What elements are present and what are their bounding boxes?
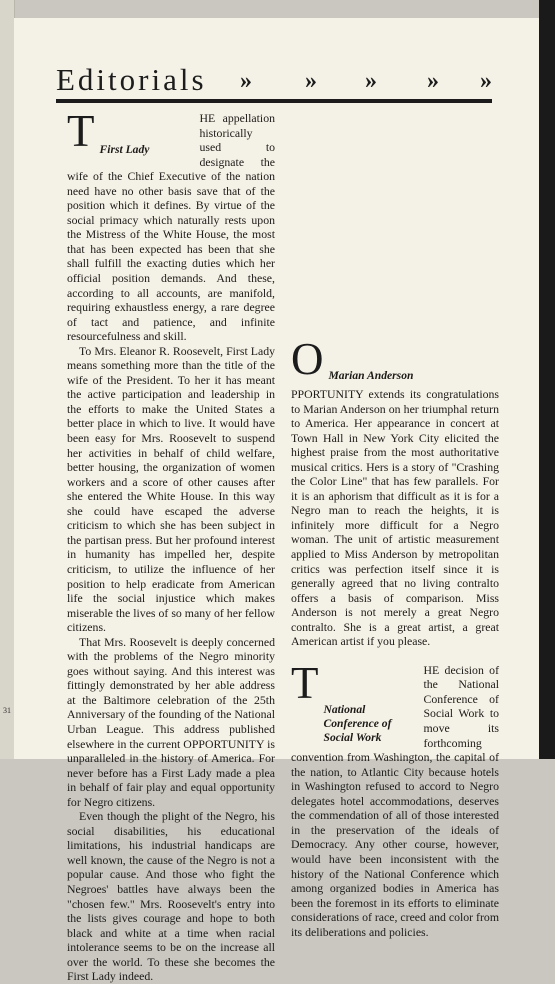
column-continuation-space (291, 111, 499, 339)
paragraph: To Mrs. Eleanor R. Roosevelt, First Lady means something more than the title of the wife of the President. To her it has meant the active participation and leadership in the efforts to make the United States a better place in which to live. It would have been easy for Mrs. Roosevelt to suspend her activities in behalf of child welfare, better housing, the organization of women workers and a score of other causes after she entered the White House. In this way she could have escaped the adverse criticism to which she has been subject in the partisan press. But her profound interest in humanity has impelled her, despite criticism, to utilize the influence of her position to help eradicate from American life the social injustice which makes miserable the lives of so many of her fellow citizens. (67, 343, 275, 635)
drop-cap: T (67, 106, 95, 156)
drop-cap: O (291, 334, 324, 384)
chevron-icon: » (365, 68, 377, 94)
left-column (67, 106, 275, 984)
paragraph: HE appellation historically used to designate the wife of the Chief Executive of the nation need have no other basis save that of the position which it defines. By virtue of the social primacy which naturally rests upon the Mistress of the White House, the most that has been expected has been that she shall fulfill the exacting duties which her official position demands. And these, according to all accounts, are manifold, requiring exhaustless energy, a rare degree of tact and patience, and infinite resourcefulness and skill. (67, 111, 275, 344)
editorial-national-conference (291, 657, 499, 939)
spacer (291, 649, 499, 663)
header-rule (56, 99, 492, 103)
page-number: 31 (3, 706, 11, 715)
chevron-icon: » (240, 68, 252, 94)
paragraph: That Mrs. Roosevelt is deeply concerned with the problems of the Negro minority goes without saying. And this interest was fittingly demonstrated by her able address at the Baltimore celebration of the 25th Anniversary of the founding of the National Urban League. This address published elsewhere in the current OPPORTUNITY is unparalleled in the history of America. For never before has a First Lady made a plea in behalf of fair play and equal opportunity for Negro citizens. (67, 634, 275, 809)
right-column (291, 111, 499, 939)
editorial-heading: First Lady (99, 143, 150, 156)
section-title: Editorials (56, 62, 207, 97)
editorial-heading: National Conference of Social Work (323, 702, 392, 744)
book-spine (0, 0, 15, 759)
section-header (52, 40, 492, 102)
paragraph: PPORTUNITY extends its congratulations to Marian Anderson on her triumphal return to America. Her appearance in concert at Town Hall in New York City elicited the highest praise from the most authoritative musical critics. Hers is a story of "Crashing the Color Line" that has few parallels. For it is an aphorism that difficult as it is for a Negro man to reach the heights, it is infinitely more difficult for a Negro woman. The unit of artistic measurement applied to Miss Anderson by metropolitan critics was perfection itself since it is generally agreed that no living contralto offers a basis of comparison. Miss Anderson is not merely a great Negro contralto. She is a great artist, a great American artist if you please. (291, 387, 499, 649)
editorial-marian-anderson (291, 334, 499, 649)
editorial-first-lady (67, 106, 275, 984)
editorial-heading: Marian Anderson (328, 369, 414, 382)
scan-edge (539, 0, 555, 759)
paragraph: Even though the plight of the Negro, his social disabilities, his educational limitations, his industrial handicaps are well known, the cause of the Negro is not a popular cause. And those who fight the Negroes' battles have always been the "chosen few." Mrs. Roosevelt's entry into the lists gives courage and hope to both black and white at a time when racial intolerance seems to be on the increase all over the world. To these she becomes the First Lady indeed. (67, 809, 275, 984)
chevron-icon: » (480, 68, 492, 94)
drop-cap: T (291, 657, 319, 708)
chevron-icon: » (427, 68, 439, 94)
paragraph: HE decision of the National Conference of Social Work to move its forthcoming convention from Washington, the capital of the nation, to Atlantic City because hotels in Washington refused to accord to Negro delegates hotel accommodations, deserves the commendation of all of those interested in the preservation of the ideals of Democracy. Any other course, however, would have been inconsistent with the history of the National Conference which among organized bodies in America has been the foremost in its efforts to eliminate considerations of race, creed and color from its deliberations and policies. (291, 662, 499, 939)
chevron-icon: » (305, 68, 317, 94)
